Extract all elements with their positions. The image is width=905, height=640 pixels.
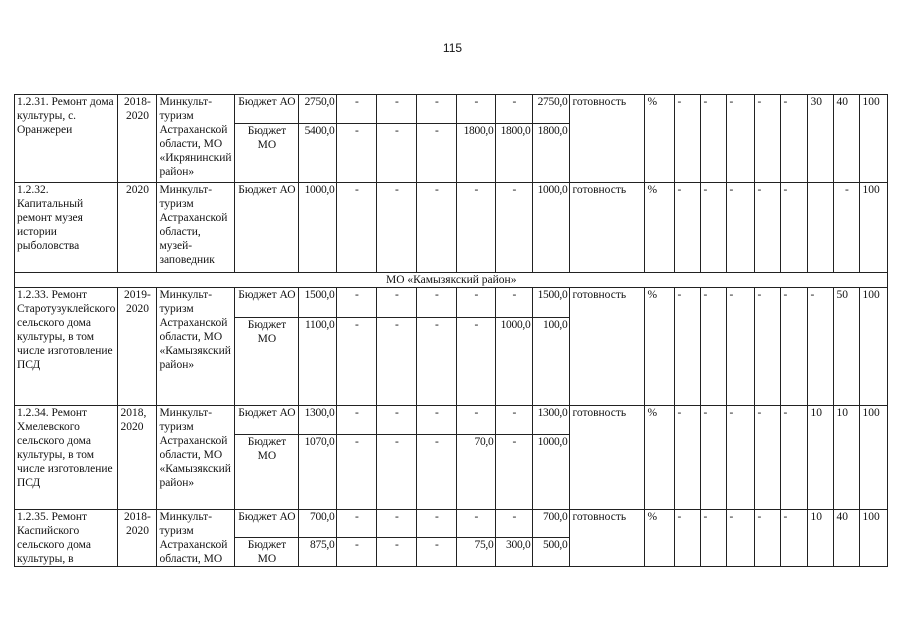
event-executor: Минкульт-туризм Астраханской области, МО «Икрянинский район» — [157, 95, 235, 183]
indicator-value: - — [755, 95, 781, 183]
funding-year-value: 1300,0 — [533, 406, 570, 435]
funding-year-value: - — [417, 183, 457, 273]
funding-total: 5400,0 — [299, 124, 337, 183]
funding-year-value: - — [377, 124, 417, 183]
funding-total: 1300,0 — [299, 406, 337, 435]
funding-year-value: - — [417, 124, 457, 183]
funding-year-value: 1000,0 — [533, 183, 570, 273]
funding-year-value: 70,0 — [457, 435, 496, 510]
funding-year-value: 1500,0 — [533, 288, 570, 318]
indicator-name: готовность — [570, 183, 645, 273]
funding-year-value: - — [496, 406, 533, 435]
funding-year-value: - — [337, 124, 377, 183]
funding-source: Бюджет МО — [235, 435, 299, 510]
funding-year-value: - — [377, 318, 417, 406]
indicator-value: 10 — [834, 406, 860, 510]
funding-year-value: - — [457, 183, 496, 273]
table-row — [15, 510, 888, 538]
indicator-value: - — [701, 288, 727, 406]
indicator-value: 100 — [860, 406, 888, 510]
event-years: 2019-2020 — [118, 288, 157, 406]
funding-total: 1100,0 — [299, 318, 337, 406]
indicator-value: - — [781, 510, 808, 567]
indicator-value: - — [701, 406, 727, 510]
funding-year-value: - — [377, 510, 417, 538]
funding-year-value: - — [417, 318, 457, 406]
funding-source: Бюджет МО — [235, 538, 299, 567]
indicator-value: 50 — [834, 288, 860, 406]
funding-year-value: - — [496, 510, 533, 538]
funding-total: 1070,0 — [299, 435, 337, 510]
funding-year-value: - — [457, 406, 496, 435]
indicator-value: - — [727, 510, 755, 567]
funding-source: Бюджет АО — [235, 288, 299, 318]
table-row — [15, 288, 888, 318]
funding-source: Бюджет МО — [235, 124, 299, 183]
indicator-value: - — [675, 288, 701, 406]
page-number: 115 — [442, 41, 463, 55]
indicator-value: - — [727, 406, 755, 510]
funding-source: Бюджет АО — [235, 183, 299, 273]
funding-year-value: - — [417, 95, 457, 124]
indicator-value: 40 — [834, 510, 860, 567]
section-title: МО «Камызякский район» — [15, 273, 888, 288]
funding-year-value: - — [377, 288, 417, 318]
funding-year-value: - — [417, 435, 457, 510]
indicator-unit: % — [645, 95, 675, 183]
indicator-value: - — [755, 406, 781, 510]
indicator-value: - — [834, 183, 860, 273]
funding-year-value: - — [337, 95, 377, 124]
funding-year-value: - — [337, 183, 377, 273]
indicator-value: - — [755, 183, 781, 273]
funding-year-value: - — [496, 95, 533, 124]
indicator-unit: % — [645, 183, 675, 273]
funding-total: 2750,0 — [299, 95, 337, 124]
funding-total: 700,0 — [299, 510, 337, 538]
funding-year-value: 100,0 — [533, 318, 570, 406]
indicator-unit: % — [645, 510, 675, 567]
indicator-value: - — [675, 183, 701, 273]
indicator-value: 100 — [860, 183, 888, 273]
event-years: 2018-2020 — [118, 95, 157, 183]
funding-year-value: 300,0 — [496, 538, 533, 567]
indicator-value: - — [701, 510, 727, 567]
funding-year-value: 1000,0 — [533, 435, 570, 510]
event-years: 2018-2020 — [118, 510, 157, 567]
funding-year-value: - — [457, 318, 496, 406]
funding-year-value: 75,0 — [457, 538, 496, 567]
funding-year-value: - — [377, 183, 417, 273]
funding-total: 1500,0 — [299, 288, 337, 318]
indicator-value: - — [781, 406, 808, 510]
funding-year-value: 1000,0 — [496, 318, 533, 406]
funding-total: 1000,0 — [299, 183, 337, 273]
indicator-name: готовность — [570, 288, 645, 406]
indicator-value: - — [675, 406, 701, 510]
funding-year-value: - — [417, 538, 457, 567]
funding-source: Бюджет АО — [235, 95, 299, 124]
funding-year-value: - — [417, 510, 457, 538]
indicator-value — [808, 183, 834, 273]
funding-year-value: 2750,0 — [533, 95, 570, 124]
funding-source: Бюджет АО — [235, 510, 299, 538]
funding-year-value: - — [496, 183, 533, 273]
table-row — [15, 406, 888, 435]
funding-year-value: - — [377, 406, 417, 435]
funding-total: 875,0 — [299, 538, 337, 567]
event-name: 1.2.31. Ремонт дома культуры, с. Оранжереи — [15, 95, 118, 183]
table-row — [15, 183, 888, 273]
indicator-name: готовность — [570, 510, 645, 567]
funding-year-value: - — [496, 435, 533, 510]
indicator-value: - — [808, 288, 834, 406]
indicator-value: - — [727, 95, 755, 183]
event-executor: Минкульт-туризм Астраханской области, МО «Камызякский район» — [157, 406, 235, 510]
indicator-value: - — [701, 95, 727, 183]
funding-year-value: - — [377, 95, 417, 124]
program-table — [14, 94, 888, 567]
event-name: 1.2.32. Капитальный ремонт музея истории рыболовства — [15, 183, 118, 273]
indicator-value: 40 — [834, 95, 860, 183]
event-name: 1.2.35. Ремонт Каспийского сельского дома культуры, в — [15, 510, 118, 567]
funding-year-value: 1800,0 — [457, 124, 496, 183]
funding-year-value: - — [457, 95, 496, 124]
indicator-unit: % — [645, 406, 675, 510]
funding-year-value: - — [457, 288, 496, 318]
event-years: 2020 — [118, 183, 157, 273]
event-executor: Минкульт-туризм Астраханской области, музей-заповедник — [157, 183, 235, 273]
indicator-value: - — [755, 288, 781, 406]
funding-year-value: 500,0 — [533, 538, 570, 567]
indicator-value: 30 — [808, 95, 834, 183]
funding-source: Бюджет АО — [235, 406, 299, 435]
funding-source: Бюджет МО — [235, 318, 299, 406]
indicator-value: - — [675, 95, 701, 183]
event-executor: Минкульт-туризм Астраханской области, МО — [157, 510, 235, 567]
indicator-value: - — [781, 183, 808, 273]
event-executor: Минкульт-туризм Астраханской области, МО «Камызякский район» — [157, 288, 235, 406]
funding-year-value: - — [377, 538, 417, 567]
indicator-value: - — [781, 95, 808, 183]
funding-year-value: - — [457, 510, 496, 538]
funding-year-value: - — [337, 318, 377, 406]
funding-year-value: 1800,0 — [533, 124, 570, 183]
indicator-value: - — [755, 510, 781, 567]
indicator-value: 100 — [860, 95, 888, 183]
funding-year-value: - — [337, 288, 377, 318]
indicator-name: готовность — [570, 406, 645, 510]
indicator-value: - — [675, 510, 701, 567]
funding-year-value: - — [337, 406, 377, 435]
event-years: 2018, 2020 — [118, 406, 157, 510]
indicator-value: 10 — [808, 406, 834, 510]
indicator-value: 100 — [860, 288, 888, 406]
indicator-value: - — [727, 183, 755, 273]
funding-year-value: 700,0 — [533, 510, 570, 538]
indicator-value: - — [727, 288, 755, 406]
funding-year-value: - — [417, 406, 457, 435]
event-name: 1.2.34. Ремонт Хмелевского сельского дома культуры, в том числе изготовление ПСД — [15, 406, 118, 510]
indicator-value: - — [781, 288, 808, 406]
funding-year-value: - — [337, 510, 377, 538]
indicator-value: 100 — [860, 510, 888, 567]
table-row — [15, 95, 888, 124]
indicator-unit: % — [645, 288, 675, 406]
section-row — [15, 273, 888, 288]
funding-year-value: - — [417, 288, 457, 318]
indicator-value: 10 — [808, 510, 834, 567]
indicator-name: готовность — [570, 95, 645, 183]
indicator-value: - — [701, 183, 727, 273]
event-name: 1.2.33. Ремонт Старотузуклейского сельского дома культуры, в том числе изготовление ПСД — [15, 288, 118, 406]
funding-year-value: - — [337, 435, 377, 510]
funding-year-value: - — [337, 538, 377, 567]
funding-year-value: 1800,0 — [496, 124, 533, 183]
funding-year-value: - — [377, 435, 417, 510]
funding-year-value: - — [496, 288, 533, 318]
